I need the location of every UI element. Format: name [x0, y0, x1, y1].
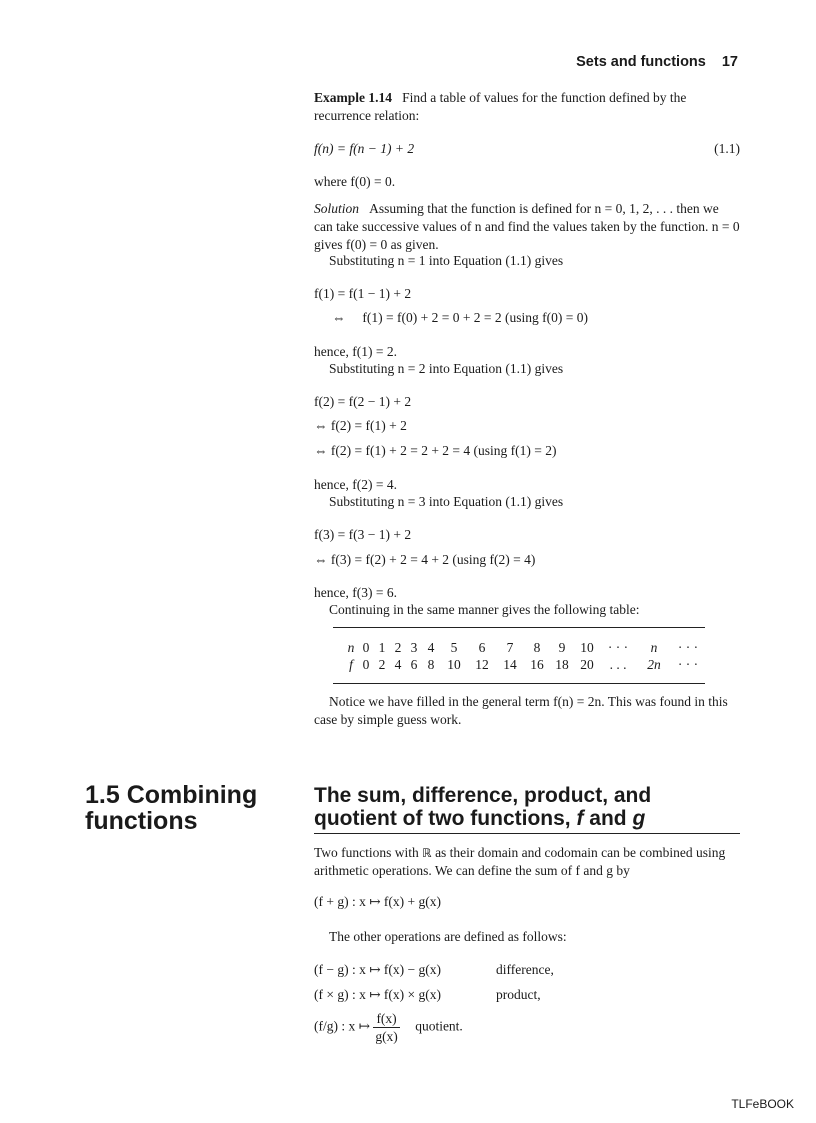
recurrence-equation: f(n) = f(n − 1) + 2 (1.1): [314, 141, 740, 156]
step-2-intro: Substituting n = 2 into Equation (1.1) gives: [329, 361, 564, 376]
combine-intro: Two functions with ℝ as their domain and codomain can be combined using arithmetic operations. We can define the sum of f and g by: [314, 845, 726, 878]
quotient-definition: (f/g) : x ↦ $\frac{f(x)}{g(x)}$ quotient.: [314, 1011, 463, 1044]
table-row: n 0 1 2 3 4 5 6 7 8 9 10 · · · n · · ·: [347, 640, 699, 655]
example-label: Example 1.14: [314, 90, 393, 105]
subsection-title: The sum, difference, product, and quotient of two functions, f and g: [314, 784, 652, 830]
other-ops-text: The other operations are defined as follows:: [329, 929, 567, 944]
initial-condition: where f(0) = 0.: [314, 174, 396, 189]
step-2-line-1: f(2) = f(2 − 1) + 2: [314, 394, 412, 409]
sum-definition: (f + g) : x ↦ f(x) + g(x): [314, 894, 442, 909]
step-3-line-1: f(3) = f(3 − 1) + 2: [314, 527, 412, 542]
step-3-line-2: ⇔ f(3) = f(2) + 2 = 4 + 2 (using f(2) = 4): [314, 552, 536, 567]
step-2-line-2: ⇔ f(2) = f(1) + 2: [314, 418, 407, 433]
running-header: [576, 53, 738, 71]
step-2-result: hence, f(2) = 4.: [314, 477, 397, 492]
product-definition: (f × g) : x ↦ f(x) × g(x) product,: [314, 987, 541, 1002]
solution-paragraph: [314, 200, 740, 254]
table-bottom-rule: [333, 683, 705, 684]
step-1-intro: Substituting n = 1 into Equation (1.1) gives: [329, 253, 564, 268]
step-2-line-3: ⇔ f(2) = f(1) + 2 = 2 + 2 = 4 (using f(1) = 2): [314, 443, 557, 458]
table-row: f 0 2 4 6 8 10 12 14 16 18 20 . . . 2n · · ·: [349, 657, 699, 672]
footer-watermark: TLFeBOOK: [731, 1097, 794, 1111]
step-1-line-1: f(1) = f(1 − 1) + 2: [314, 286, 412, 301]
step-3-intro: Substituting n = 3 into Equation (1.1) gives: [329, 494, 564, 509]
subsection-rule: [314, 833, 740, 834]
values-table: [344, 639, 704, 673]
quotient-fraction: $\frac{f(x)}{g(x)}$: [375, 1011, 398, 1044]
page-number: 17: [721, 54, 738, 70]
example-text: Find a table of values for the function defined by the recurrence relation:: [314, 90, 687, 123]
solution-label: Solution: [314, 201, 360, 216]
step-1-result: hence, f(1) = 2.: [314, 344, 397, 359]
example-intro: [314, 89, 740, 125]
section-heading: 1.5 Combining functions: [85, 781, 258, 835]
solution-text: Assuming that the function is defined for n = 0, 1, 2, . . . then we can take successive values of n and find the values taken by the function. n = 0 gives f(0) = 0 as given.: [314, 201, 740, 252]
difference-definition: (f − g) : x ↦ f(x) − g(x) difference,: [314, 962, 554, 977]
reals-symbol: ℝ: [422, 846, 432, 860]
table-top-rule: [333, 627, 705, 628]
notice-paragraph: Notice we have filled in the general term f(n) = 2n. This was found in this case by simple guess work.: [314, 694, 728, 727]
equation-number: (1.1): [714, 141, 740, 156]
step-1-line-2: ⇔ f(1) = f(0) + 2 = 0 + 2 = 2 (using f(0) = 0): [332, 310, 589, 325]
header-title: Sets and functions: [576, 54, 706, 70]
continuing-text: Continuing in the same manner gives the following table:: [329, 602, 640, 617]
step-3-result: hence, f(3) = 6.: [314, 585, 397, 600]
